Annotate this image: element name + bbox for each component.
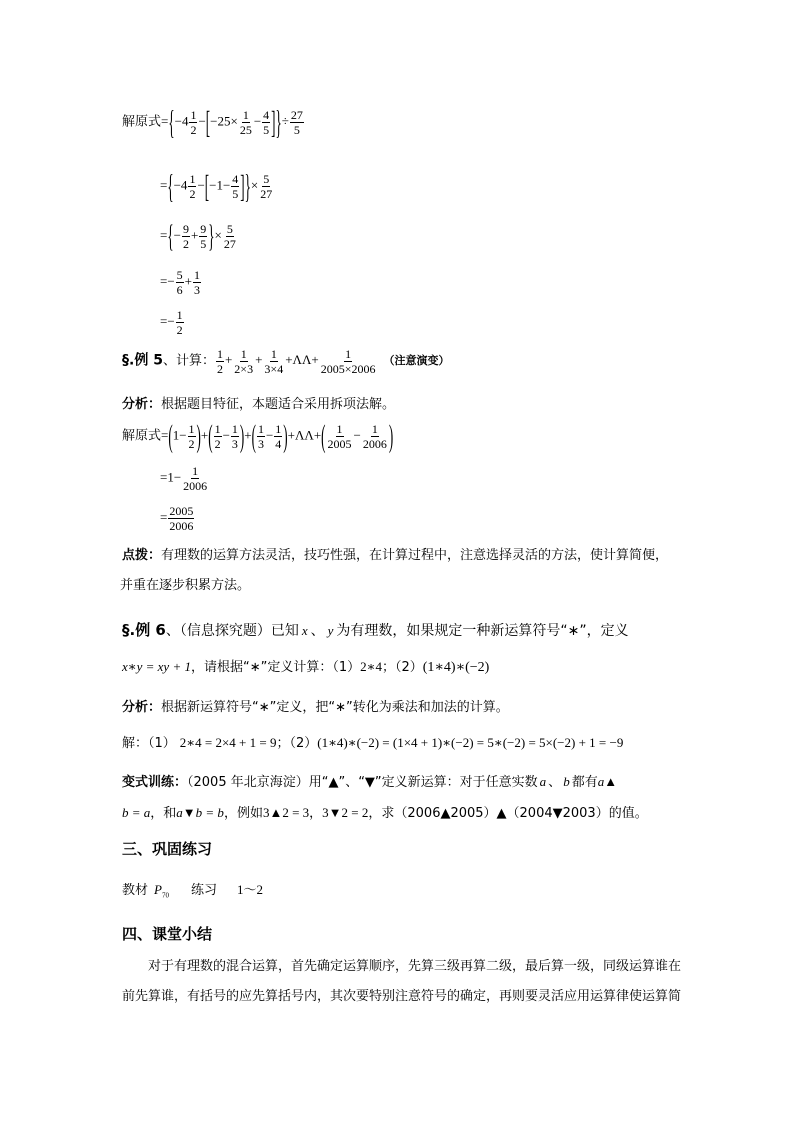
eq4-line2: ={−4 $\frac{1}{2}$ −[−1− $\frac{4}{5}$ ]}× $\frac{5}{27}$	[160, 165, 273, 205]
tip-paragraph: 点拨：有理数的运算方法灵活，技巧性强，在计算过程中，注意选择灵活的方法，使计算简便， 并重在逐步积累方法。	[120, 548, 669, 593]
eq4-line4: =− $\frac{5}{6}$ + $\frac{1}{3}$	[160, 268, 201, 297]
eq4-line3: ={− $\frac{9}{2}$ + $\frac{9}{5}$ }× $\frac{5}{27}$	[160, 217, 236, 254]
section-title-practice: 三、巩固练习	[122, 840, 213, 858]
eq4-line1: 解原式={−4 $\frac{1}{2}$ −[−25× $\frac{1}{25}$ − $\frac{4}{5}$ ]}÷ $\frac{27}{5}$	[122, 101, 303, 141]
ex6-analysis: 分析：根据新运算符号“∗”定义，把“∗”转化为乘法和加法的计算。	[122, 700, 509, 715]
section-title-summary: 四、课堂小结	[122, 925, 213, 943]
variant-line2: b = a，和a▼b = b，例如3▲2 = 3，3▼2 = 2，求（2006▲2005）▲（2004▼2003）的值。	[122, 805, 648, 821]
ex5-solution-line1: 解原式=(1− $\frac{1}{2}$ )+( $\frac{1}{2}$ − $\frac{1}{3}$ )+( $\frac{1}{3}$ − $\frac{1}{4}$ )+ΛΛ+( $\frac{1}{2005}$ − $\frac{1}{2006}$ )	[122, 417, 394, 454]
ex6-question-line1: §.例 6、（信息探究题）已知 x 、 y 为有理数，如果规定一种新运算符号“∗”，定义	[122, 621, 629, 639]
ex6-question-line2: x∗y = xy + 1，请根据“∗”定义计算：（1）2∗4；（2）(1∗4)∗(−2)	[122, 659, 490, 675]
ex6-solution: 解：（1） 2∗4 = 2×4 + 1 = 9；（2）(1∗4)∗(−2) = (1×4 + 1)∗(−2) = 5∗(−2) = 5×(−2) + 1 = −9	[122, 735, 624, 751]
ex5-solution-line2: =1− $\frac{1}{2006}$	[160, 464, 208, 493]
variant-line1: 变式训练：（2005 年北京海淀）用“▲”、“▼”定义新运算：对于任意实数 a 、 b 都有a▲	[122, 774, 618, 790]
eq4-line5: =− $\frac{1}{2}$	[160, 308, 183, 337]
ex5-analysis: 分析：根据题目特征，本题适合采用拆项法解。	[122, 397, 396, 412]
ex5-question: §.例 5、计算： $\frac{1}{2}$ + $\frac{1}{2\times 3}$ + $\frac{1}{3\times 4}$ +ΛΛ+ $\frac{1}{2005\times 2006}$ （注意演变）	[122, 347, 450, 376]
ex5-solution-line3: = $\frac{2005}{2006}$	[160, 504, 194, 533]
practice-line: 教材 $P_{70}$ 练习 1～2	[122, 882, 263, 900]
summary-paragraph: 对于有理数的混合运算，首先确定运算顺序，先算三级再算二级，最后算一级，同级运算谁在 前先算谁，有括号的应先算括号内，其次要特别注意符号的确定，再则要灵活应用运算律使运算简	[122, 959, 682, 1004]
